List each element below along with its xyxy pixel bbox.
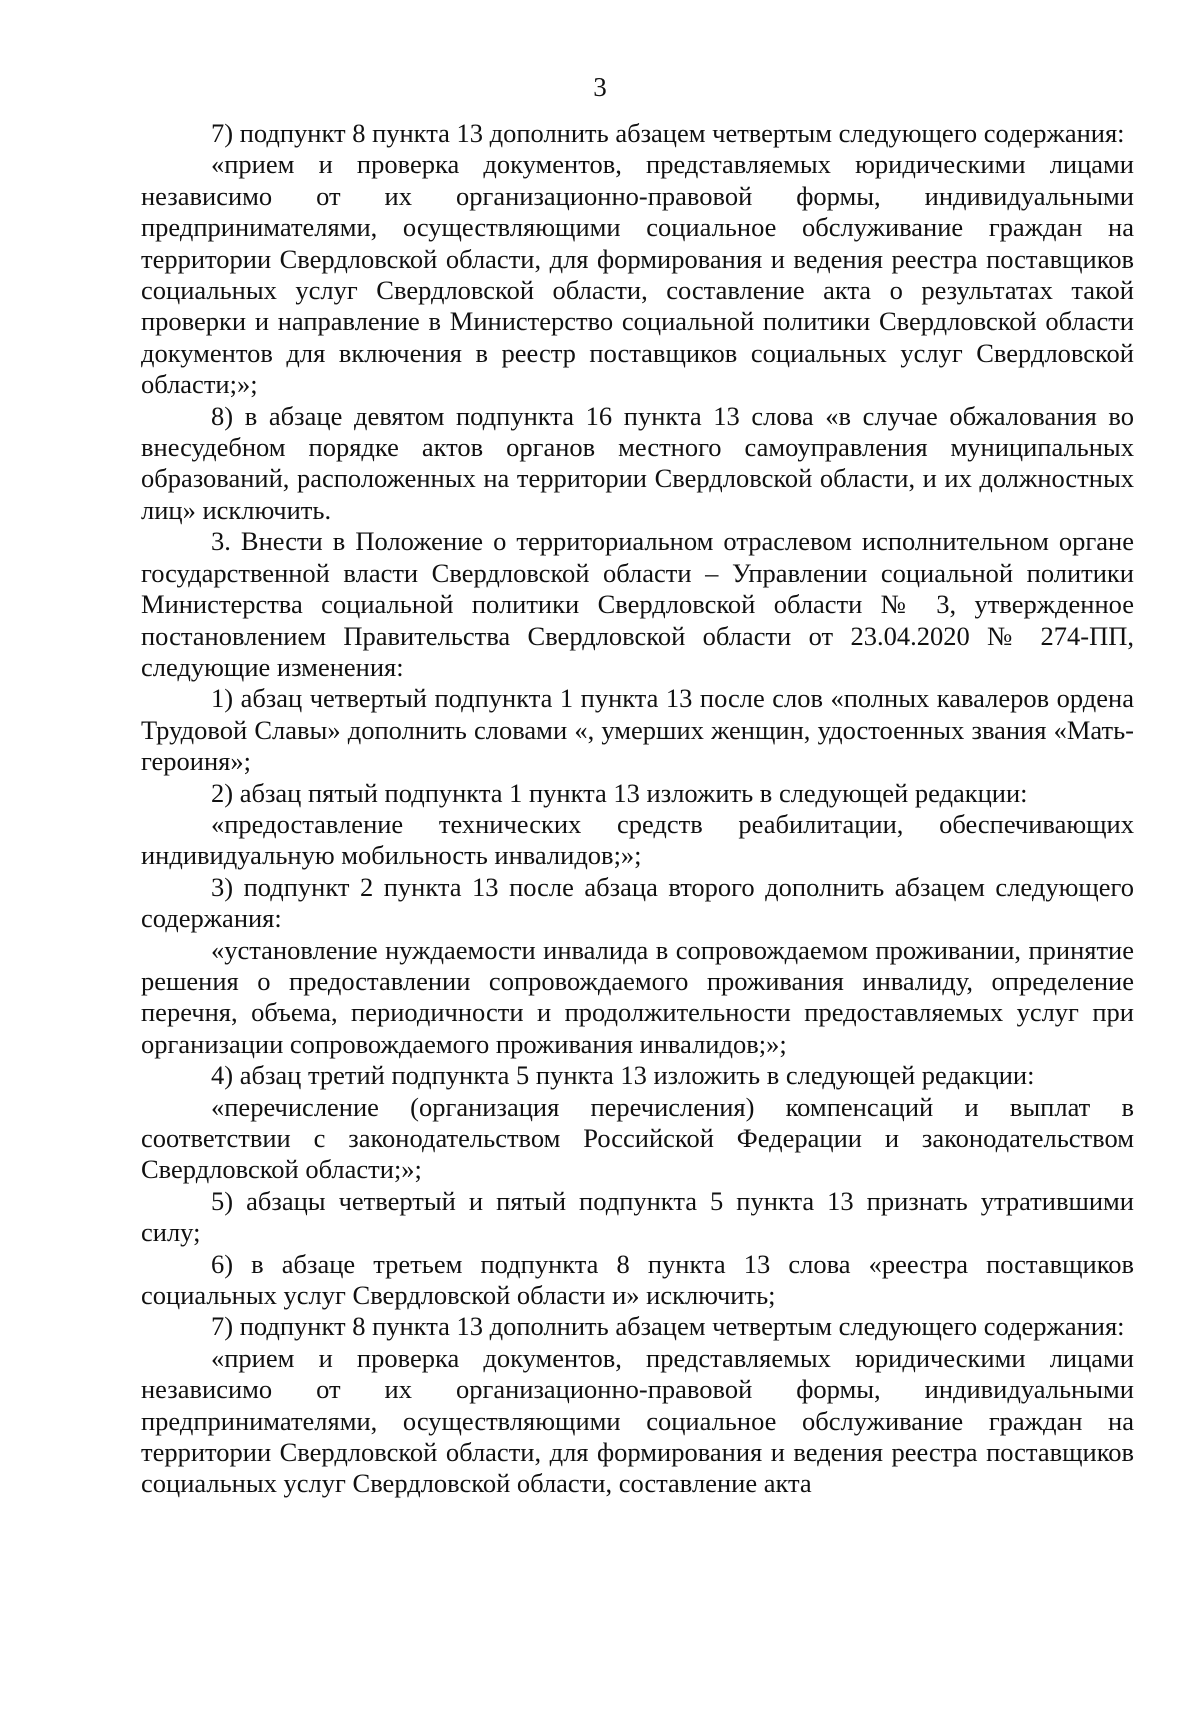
paragraph: «перечисление (организация перечисления) компенсаций и выплат в соответствии с законодательством Российской Федерации и законодательством Свердловской области;»; bbox=[141, 1091, 1134, 1185]
document-body bbox=[141, 118, 1134, 1500]
paragraph: 7) подпункт 8 пункта 13 дополнить абзацем четвертым следующего содержания: bbox=[211, 118, 1125, 148]
page-number: 3 bbox=[593, 72, 607, 102]
paragraph: 4) абзац третий подпункта 5 пункта 13 изложить в следующей редакции: bbox=[211, 1060, 1035, 1091]
paragraph: «прием и проверка документов, представляемых юридическими лицами независимо от их организационно-правовой формы, индивидуальными предпринимателями, осуществляющими социальное обслуживание граждан на территории Свердловской области, для формирования и ведения реестра поставщиков социальных услуг Свердловской области, составление акта о результатах такой проверки и направление в Министерство социальной политики Свердловской области документов для включения в реестр поставщиков социальных услуг Свердловской области;»; bbox=[141, 149, 1134, 400]
paragraph: 3. Внести в Положение о территориальном отраслевом исполнительном органе государственной власти Свердловской области – Управлении социальной политики Министерства социальной политики Свердловской области № 3, утвержденное постановлением Правительства Свердловской области от 23.04.2020 № 274-ПП, следующие изменения: bbox=[141, 526, 1134, 682]
paragraph: 1) абзац четвертый подпункта 1 пункта 13 после слов «полных кавалеров ордена Трудовой Славы» дополнить словами «, умерших женщин, удостоенных звания «Мать-героиня»; bbox=[141, 683, 1134, 777]
paragraph: «установление нуждаемости инвалида в сопровождаемом проживании, принятие решения о предоставлении сопровождаемого проживания инвалиду, определение перечня, объема, периодичности и продолжительности предоставляемых услуг при организации сопровождаемого проживания инвалидов;»; bbox=[141, 934, 1134, 1059]
paragraph: «прием и проверка документов, представляемых юридическими лицами независимо от их организационно-правовой формы, индивидуальными предпринимателями, осуществляющими социальное обслуживание граждан на территории Свердловской области, для формирования и ведения реестра поставщиков социальных услуг Свердловской области, составление акта bbox=[141, 1342, 1134, 1499]
paragraph: 3) подпункт 2 пункта 13 после абзаца второго дополнить абзацем следующего содержания: bbox=[141, 871, 1134, 934]
paragraph: «предоставление технических средств реабилитации, обеспечивающих индивидуальную мобильность инвалидов;»; bbox=[141, 808, 1134, 871]
paragraph: 2) абзац пятый подпункта 1 пункта 13 изложить в следующей редакции: bbox=[211, 777, 1028, 808]
paragraph: 8) в абзаце девятом подпункта 16 пункта 13 слова «в случае обжалования во внесудебном порядке актов органов местного самоуправления муниципальных образований, расположенных на территории Свердловской области, и их должностных лиц» исключить. bbox=[141, 400, 1134, 525]
paragraph: 6) в абзаце третьем подпункта 8 пункта 13 слова «реестра поставщиков социальных услуг Свердловской области и» исключить; bbox=[141, 1248, 1134, 1311]
paragraph: 5) абзацы четвертый и пятый подпункта 5 пункта 13 признать утратившими силу; bbox=[141, 1185, 1134, 1248]
paragraph: 7) подпункт 8 пункта 13 дополнить абзацем четвертым следующего содержания: bbox=[211, 1311, 1125, 1342]
